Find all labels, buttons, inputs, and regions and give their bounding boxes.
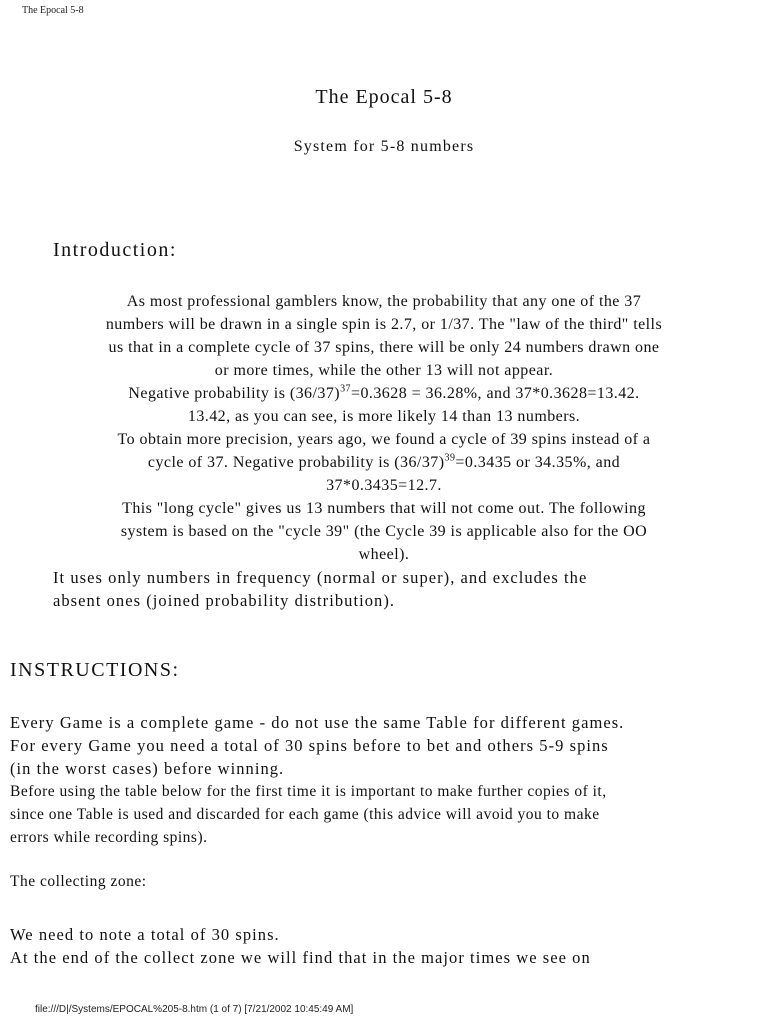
intro-line: system is based on the "cycle 39" (the Cycle 39 is applicable also for the OO [120, 523, 648, 540]
exponent: 37 [340, 383, 351, 395]
paragraph-line: (in the worst cases) before winning. [10, 759, 285, 778]
instructions-paragraph-copies [10, 780, 760, 849]
intro-text: cycle of 37. Negative probability is (36/37) [147, 454, 445, 471]
intro-line: numbers will be drawn in a single spin is 2.7, or 1/37. The "law of the third" tells [105, 316, 663, 333]
page-header-title: The Epocal 5-8 [22, 5, 84, 16]
intro-text: =0.3435 or 34.35%, and [455, 454, 621, 471]
page-footer-path: file:///D|/Systems/EPOCAL%205-8.htm (1 of 7) [7/21/2002 10:45:49 AM] [35, 1004, 354, 1015]
intro-line: us that in a complete cycle of 37 spins, there will be only 24 numbers drawn one [108, 339, 660, 356]
intro-text: Negative probability is (36/37) [128, 385, 341, 402]
paragraph-line: At the end of the collect zone we will find that in the major times we see on [10, 948, 591, 967]
paragraph-line: since one Table is used and discarded for each game (this advice will avoid you to make [10, 806, 600, 823]
collecting-zone-label: The collecting zone: [10, 873, 147, 890]
intro-line: As most professional gamblers know, the probability that any one of the 37 [126, 293, 642, 310]
document-subtitle: System for 5-8 numbers [293, 138, 475, 155]
introduction-heading: Introduction: [53, 239, 177, 261]
paragraph-line: We need to note a total of 30 spins. [10, 925, 280, 944]
intro-line: To obtain more precision, years ago, we found a cycle of 39 spins instead of a [117, 431, 651, 448]
intro-line: 13.42, as you can see, is more likely 14 than 13 numbers. [187, 408, 581, 425]
instructions-heading: INSTRUCTIONS: [10, 659, 180, 681]
intro-line-negative-probability-37 [50, 382, 718, 405]
intro-tail-line: It uses only numbers in frequency (normal or super), and excludes the [53, 568, 588, 587]
instructions-paragraph-game [10, 711, 760, 780]
paragraph-line: For every Game you need a total of 30 spins before to bet and others 5-9 spins [10, 736, 609, 755]
introduction-tail-paragraph [53, 566, 743, 612]
collecting-zone-paragraph [10, 923, 760, 969]
document-title: The Epocal 5-8 [315, 86, 453, 108]
paragraph-line: errors while recording spins). [10, 829, 208, 846]
intro-line: This "long cycle" gives us 13 numbers that will not come out. The following [122, 500, 646, 517]
paragraph-line: Before using the table below for the first time it is important to make further copies of it, [10, 783, 607, 800]
intro-line: wheel). [358, 546, 410, 563]
intro-text: =0.3628 = 36.28%, and 37*0.3628=13.42. [350, 385, 640, 402]
intro-line: 37*0.3435=12.7. [326, 477, 442, 494]
intro-line: or more times, while the other 13 will not appear. [214, 362, 554, 379]
exponent: 39 [444, 452, 456, 464]
introduction-paragraph [50, 290, 718, 566]
paragraph-line: Every Game is a complete game - do not use the same Table for different games. [10, 713, 625, 732]
intro-line-negative-probability-39 [50, 451, 718, 474]
intro-tail-line: absent ones (joined probability distribution). [53, 591, 396, 610]
